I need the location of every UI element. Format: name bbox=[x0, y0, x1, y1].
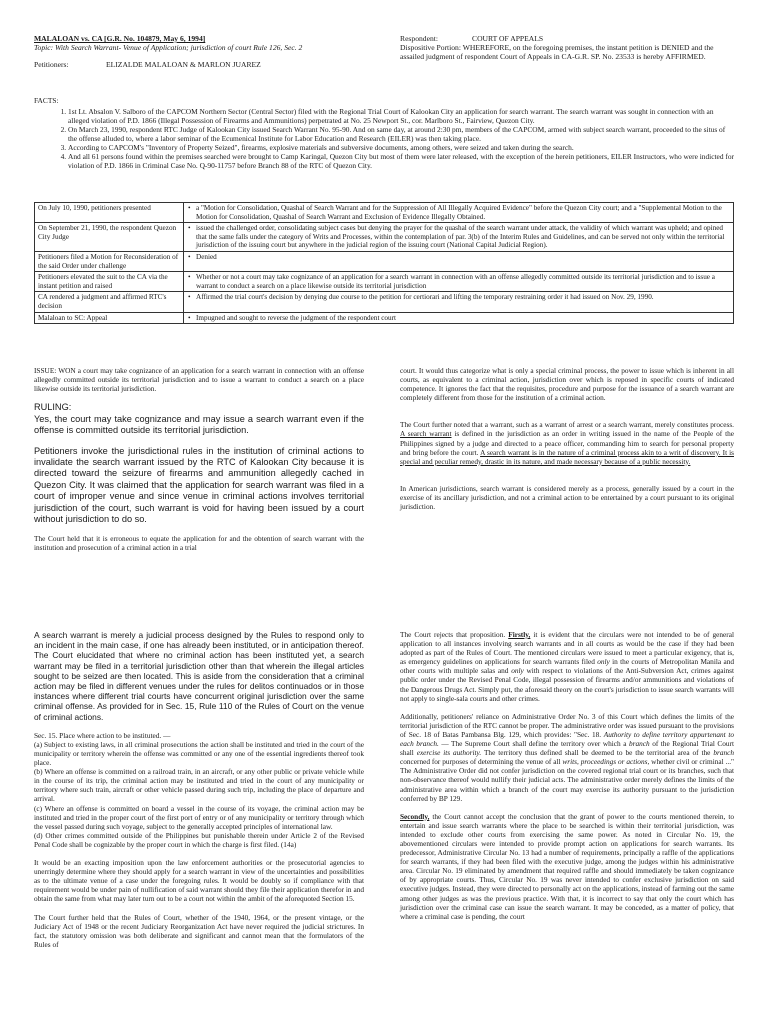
italic-term: Authority to define territory appurtenant to each branch. bbox=[400, 729, 735, 749]
secondly-label: Secondly, bbox=[400, 811, 430, 821]
search-warrant-definition-paragraph bbox=[400, 420, 734, 465]
table-row bbox=[35, 312, 734, 324]
italic-term: branch bbox=[713, 748, 735, 758]
facts-item: 3. According to CAPCOM's "Inventory of Property Seized", firearms, explosive materials and subversive documents, among others, were seized and taken during the search. bbox=[68, 143, 734, 152]
sec15-line: (c) Where an offense is committed on board a vessel in the course of its voyage, the criminal action may be instituted and tried in the proper court of the first port of entry or of any municipality or territory through which the vessel passed during such voyage, subject to the generally accepted principles of international law. bbox=[34, 803, 364, 831]
dispositive-portion: Dispositive Portion: WHEREFORE, on the foregoing premises, the instant petition is DENIED and the assailed judgment of respondent Court of Appeals in CA-G.R. SP. No. 23533 is hereby AFFIRMED. bbox=[400, 43, 714, 62]
underlined-passage: A search warrant is in the nature of a criminal process akin to a writ of discovery. It is special and peculiar remedy, drastic in its nature, and made necessary because of a public necessity. bbox=[400, 447, 734, 466]
facts-section bbox=[34, 96, 734, 170]
respondent-label: Respondent: bbox=[400, 34, 438, 43]
text-span: concerned for purposes of determining the venue of all bbox=[400, 757, 561, 767]
table-cell: Petitioners elevated the suit to the CA via the instant petition and raised bbox=[35, 272, 184, 292]
court-would-paragraph: court. It would thus categorize what is only a special criminal process, the power to issue which is inherent in all courts, as equivalent to a criminal action, jurisdiction over which is reposed in specific courts of indicated competence. It ignores the fact that the requisites, procedure and purpose for the issuance of a search warrant are completely different from those for the institution of a criminal action. bbox=[400, 366, 734, 403]
table-cell: • a "Motion for Consolidation, Quashal of Search Warrant and for the Suppression of All Illegally Acquired Evidence" before the Quezon City court; and a "Supplemental Motion to the Motion for Consolidation, Quashal of Search Warrant and Exclusion of Evidence Illegally Obtained. bbox=[184, 203, 734, 223]
italic-term: only bbox=[597, 657, 610, 667]
table-cell: Malaloan to SC: Appeal bbox=[35, 312, 184, 324]
text-span: is defined in the jurisdiction as an order in writing issued in the name of the People of the Philippines signed by a judge and directed to a peace officer, commanding him to search for personal property and bring before the court. bbox=[400, 429, 734, 457]
table-row bbox=[35, 251, 734, 271]
text-span: it is evident that the circulars were not intended to be of general application to all instances involving search warrants and in all courts as would be the case if they had been adopted as part of the Rules of Court. The mentioned circulars were issued to meet a particular exigency, that is, as emergency guidelines on applications for search warrants filed bbox=[400, 630, 734, 667]
table-cell: • Denied bbox=[184, 251, 734, 271]
secondly-paragraph bbox=[400, 812, 734, 921]
facts-list bbox=[34, 107, 734, 170]
case-header bbox=[34, 34, 374, 70]
table-cell: • Impugned and sought to reverse the judgment of the respondent court bbox=[184, 312, 734, 324]
sec15-line: Sec. 15. Place where action to be instituted. — bbox=[34, 730, 171, 740]
text-span: with respect to violations of the Anti-Subversion Act, crimes against public order under the Revised Penal Code, illegal possession of firearms and/or ammunitions and violations of the Dangerous Drugs Act. Simply put, the aforesaid theory on the court's jurisdiction to issue search warrants will not apply to single-sala courts and other crimes. bbox=[400, 666, 734, 703]
exacting-imposition-paragraph: It would be an exacting imposition upon the law enforcement authorities or the prosecutorial agencies to unerringly determine where they should apply for a search warrant in view of the uncertainties and possibilities as to the ultimate venue of a case under the foregoing rules. It would be doubly so if compliance with that requirement would be under pain of nullification of said warrant should they file their application therefor in and obtain the same from what may later turn out to be a court not within the ambit of the aforequoted Section 15. bbox=[34, 858, 364, 904]
petitioners-line bbox=[34, 60, 374, 69]
text-span: Additionally, petitioners' reliance on Administrative Order No. 3 of this Court which defines the limits of the territorial jurisdiction of the RTC cannot be proper. The administrative order was issued pursuant to the provisions of Sec. 18 of Batas Pambansa Blg. 129, which provides: "Sec. 18. bbox=[400, 711, 734, 739]
rules-of-court-paragraph: The Court further held that the Rules of Court, whether of the 1940, 1964, or the present vintage, or the Judiciary Act of 1948 or the recent Judiciary Reorganization Act have never required the judicial strictures. In fact, the statutory omission was both deliberate and significant and cannot mean that the formulators of the Rules of bbox=[34, 912, 364, 949]
text-span: whether civil or criminal ..." The Administrative Order did not confer jurisdiction on the covered regional trial court or its branches, such that non-observance thereof would nullify their judicial acts. The administrative order merely defines the limits of the administrative area within which a branch of the court may exercise its authority pursuant to the jurisdiction conferred by BP 129. bbox=[400, 757, 735, 803]
text-span: The Court rejects that proposition. bbox=[400, 630, 506, 639]
italic-term: exercise its authority. bbox=[416, 748, 482, 758]
table-cell: • Affirmed the trial court's decision by denying due course to the petition for certiorari and lifting the temporary restraining order it had issued on Nov. 29, 1990. bbox=[184, 292, 734, 312]
facts-item: 4. And all 61 persons found within the premises searched were brought to Camp Karingal, Quezon City but most of them were later released, with the exception of the herein petitioners, EILER Instructors, who were indicted for violation of P.D. 1866 in Criminal Case No. Q-90-11757 before Branch 88 of the RTC of Quezon City. bbox=[68, 152, 734, 170]
sec15-block bbox=[34, 731, 364, 849]
firstly-paragraph bbox=[400, 630, 734, 703]
respondent-block bbox=[400, 34, 735, 62]
underlined-term: A search warrant bbox=[400, 429, 452, 439]
case-title: MALALOAN vs. CA [G.R. No. 104879, May 6, 1994] bbox=[34, 34, 206, 43]
petitioners-value: ELIZALDE MALALOAN & MARLON JUAREZ bbox=[106, 60, 261, 70]
table-row bbox=[35, 203, 734, 223]
table-cell: Petitioners filed a Motion for Reconsideration of the said Order under challenge bbox=[35, 251, 184, 271]
facts-heading: FACTS: bbox=[34, 96, 59, 105]
sec15-line: (a) Subject to existing laws, in all criminal prosecutions the action shall be instituted and tried in the court of the municipality or territory wherein the offense was committed or any one of the essential ingredients thereof took place. bbox=[34, 739, 364, 768]
respondent-line bbox=[400, 34, 735, 43]
circulars-column bbox=[400, 630, 734, 930]
table-cell: • issued the challenged order, consolidating subject cases but denying the prayer for the quashal of the search warrant under attack, the validity of which warrant was upheld; and opined that the same falls under the category of Writs and Processes, within the contemplation of par. 3(b) of the Interim Rules and Guidelines, and can be served not only within the territorial jurisdiction of the issuing court but anywhere in the judicial region of the issuing court (National Capital Judicial Region). bbox=[184, 223, 734, 252]
facts-item: 1. 1st Lt. Absalon V. Salboro of the CAPCOM Northern Sector (Central Sector) filed with the Regional Trial Court of Kalookan City an application for search warrant. The search warrant was sought in connection with an alleged violation of P.D. 1866 (Illegal Possession of Firearms and Ammunitions) perpetrated at No. 25 Newport St., cor. Marlboro St., Fairview, Quezon City. bbox=[68, 107, 734, 125]
table-cell: On September 21, 1990, the respondent Quezon City Judge bbox=[35, 223, 184, 252]
judicial-process-paragraph: A search warrant is merely a judicial process designed by the Rules to respond only to an incident in the main case, if one has already been instituted, or in anticipation thereof. The Court elucidated that where no criminal action has been instituted yet, a search warrant may be filed in a territorial jurisdiction other than that wherein the illegal articles sought to be seized are then located. This is aside from the consideration that a criminal action may be filed in different venues under the rules for delitos continuados or in those instances where different trial courts have concurrent original jurisdiction over the same criminal offense. As provided for in Sec. 15, Rule 110 of the Rules of Court on the venue of criminal actions. bbox=[34, 630, 364, 722]
table-row bbox=[35, 223, 734, 252]
venue-column bbox=[34, 630, 364, 958]
table-row bbox=[35, 292, 734, 312]
sec15-line: (b) Where an offense is committed on a railroad train, in an aircraft, or any other public or private vehicle while in the course of its trip, the criminal action may be instituted and tried in the court of any municipality or territory where such train, aircraft or other vehicle passed during such trip, including the place of departure and arrival. bbox=[34, 767, 364, 804]
issue-ruling-column bbox=[34, 366, 364, 562]
respondent-value: COURT OF APPEALS bbox=[472, 34, 544, 43]
case-topic: Topic: With Search Warrant- Venue of Application; jurisdiction of court Rule 126, Sec. 2 bbox=[34, 43, 303, 53]
table-row bbox=[35, 272, 734, 292]
firstly-label: Firstly, bbox=[508, 630, 531, 639]
petitioners-argument-paragraph: Petitioners invoke the jurisdictional rules in the institution of criminal actions to invalidate the search warrant issued by the RTC of Kalookan City because it is directed toward the seizure of firearms and ammunition allegedly cached in Quezon City. It was claimed that the application for search warrant was filed in a court of improper venue and since venue in criminal actions involves territorial jurisdiction of the court, such warrant is void for having been issued by a court without jurisdiction to do so. bbox=[34, 445, 364, 524]
process-column bbox=[400, 366, 734, 520]
issue-paragraph: ISSUE: WON a court may take cognizance of an application for a search warrant in connection with an offense allegedly committed outside its territorial jurisdiction and to issue a warrant to conduct a search on a place likewise outside its territorial jurisdiction. bbox=[34, 366, 364, 394]
text-span: the Court cannot accept the conclusion that the grant of power to the courts mentioned therein, to entertain and issue search warrants where the place to be searched is within their territorial jurisdiction, was intended to exclude other courts from exercising the same power. As noted in Circular No. 19, the abovementioned circulars were intended to provide prompt action on applications for search warrants. Its predecessor, Administrative Circular No. 13 had a number of requirements, principally a raffle of the applications for search warrants, if they had been filed with the executive judge, among the judges within his administrative area. Circular No. 19 eliminated by amendment that required raffle and should immediately be taken cognizance of by appropriate courts. Thus, Circular No. 19 was never intended to confer exclusive jurisdiction on said executive judges. Instead, they were directed to personally act on the applications, instead of farming out the same among other judges as was the previous practice. With that, it is incorrect to say that only the court which has jurisdiction over the criminal case can issue the search warrant. It may be conceded, as a matter of policy, that where a criminal case is pending, the court bbox=[400, 811, 734, 921]
administrative-order-paragraph bbox=[400, 712, 734, 803]
petitioners-label: Petitioners: bbox=[34, 60, 69, 70]
table-cell: CA rendered a judgment and affirmed RTC's decision bbox=[35, 292, 184, 312]
court-held-paragraph: The Court held that it is erroneous to equate the application for and the obtention of search warrant with the institution and prosecution of a criminal action in a trial bbox=[34, 534, 364, 553]
ruling-paragraph: Yes, the court may take cognizance and may issue a search warrant even if the offense is committed outside its territorial jurisdiction. bbox=[34, 413, 364, 436]
text-span: in the courts of Metropolitan Manila and other courts with multiple salas and bbox=[400, 657, 734, 676]
american-jurisdiction-paragraph: In American jurisdictions, search warrant is considered merely as a process, generally issued by a court in the exercise of its ancillary jurisdiction, and not a criminal action to be entertained by a court pursuant to its original jurisdiction. bbox=[400, 483, 734, 512]
procedural-history-table bbox=[34, 202, 734, 324]
text-span: The territory thus defined shall be deemed to be the territorial area of the bbox=[483, 748, 711, 758]
table-cell: • Whether or not a court may take cognizance of an application for a search warrant in connection with an offense allegedly committed outside its territorial jurisdiction and to issue a warrant to conduct a search on a place likewise outside its territorial jurisdiction bbox=[184, 272, 734, 292]
sec15-line: (d) Other crimes committed outside of the Philippines but punishable therein under Article 2 of the Revised Penal Code shall be cognizable by the proper court in which the charge is first filed. (14a) bbox=[34, 830, 364, 849]
italic-term: branch bbox=[628, 739, 650, 749]
text-span: — The Supreme Court shall define the territory over which a bbox=[441, 739, 627, 749]
facts-item: 2. On March 23, 1990, respondent RTC Judge of Kalookan City issued Search Warrant No. 95-90. And on same day, at around 2:30 pm, members of the CAPCOM, armed with subject search warrant, proceeded to the situs of the offense alluded to, where a labor seminar of the Ecumenical Institute for Labor Education and Research (EILER) was then taking place. bbox=[68, 125, 734, 143]
text-span: The Court further noted that a warrant, such as a warrant of arrest or a search warrant, merely constitutes process. bbox=[400, 420, 734, 430]
italic-term: only bbox=[511, 666, 524, 676]
italic-term: writs, proceedings or actions, bbox=[562, 757, 650, 767]
text-span: of the Regional Trial Court shall bbox=[400, 739, 735, 758]
table-cell: On July 10, 1990, petitioners presented bbox=[35, 203, 184, 223]
ruling-heading: RULING: bbox=[34, 402, 72, 413]
